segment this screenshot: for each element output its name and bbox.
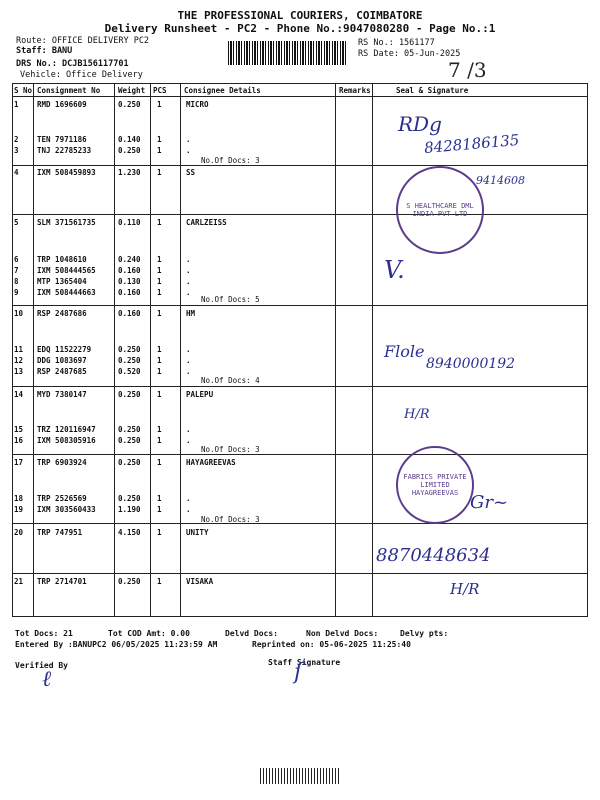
table-cell-details: . (186, 255, 191, 264)
table-cell-sno: 13 (14, 367, 24, 376)
table-cell-weight: 0.250 (118, 100, 141, 109)
table-cell-weight: 0.240 (118, 255, 141, 264)
table-cell-cons: MTP 1365404 (37, 277, 87, 286)
table-cell-sno: 16 (14, 436, 24, 445)
table-cell-sno: 9 (14, 288, 19, 297)
table-cell-sno: 1 (14, 100, 19, 109)
table-cell-sno: 14 (14, 390, 24, 399)
delivery-points: Delvy pts: (400, 629, 449, 638)
handwritten-signature: Flole (384, 342, 425, 361)
table-cell-details: . (186, 436, 191, 445)
handwritten-phone: 8870448634 (376, 545, 491, 566)
table-bottom-border (12, 616, 588, 617)
table-cell-pcs: 1 (157, 528, 162, 537)
company-stamp: S HEALTHCARE DML INDIA PVT LTD (396, 166, 484, 254)
table-cell-pcs: 1 (157, 218, 162, 227)
table-cell-cons: DDG 1083697 (37, 356, 87, 365)
staff-signature: Staff Signature (268, 658, 341, 667)
table-cell-details: . (186, 146, 191, 155)
handwritten-mark: H/R (404, 407, 430, 422)
table-cell-pcs: 1 (157, 356, 162, 365)
table-cell-weight: 0.160 (118, 266, 141, 275)
table-cell-weight: 0.250 (118, 458, 141, 467)
group-divider (12, 573, 588, 574)
table-cell-weight: 0.250 (118, 494, 141, 503)
table-cell-sno: 11 (14, 345, 24, 354)
handwritten-phone: 9414608 (476, 174, 525, 187)
col-divider (335, 83, 336, 616)
drs-number: DRS No.: DCJB156117701 (16, 59, 129, 69)
table-cell-pcs: 1 (157, 255, 162, 264)
table-cell-cons: TRP 6903924 (37, 458, 87, 467)
table-cell-pcs: 1 (157, 390, 162, 399)
table-cell-details: . (186, 288, 191, 297)
table-cell-details: MICRO (186, 100, 209, 109)
table-cell-pcs: 1 (157, 277, 162, 286)
table-cell-pcs: 1 (157, 345, 162, 354)
group-divider (12, 214, 588, 215)
col-divider (372, 83, 373, 616)
group-divider (12, 165, 588, 166)
table-cell-weight: 4.150 (118, 528, 141, 537)
table-cell-details: . (186, 367, 191, 376)
group-divider (12, 305, 588, 306)
table-cell-cons: IXM 508444663 (37, 288, 96, 297)
table-cell-sno: 4 (14, 168, 19, 177)
table-cell-sno: 12 (14, 356, 24, 365)
docs-count-note: No.Of Docs: 5 (201, 295, 260, 304)
table-cell-details: SS (186, 168, 196, 177)
table-cell-cons: TRZ 120116947 (37, 425, 96, 434)
table-cell-details: . (186, 266, 191, 275)
table-cell-pcs: 1 (157, 100, 162, 109)
table-cell-details: . (186, 277, 191, 286)
total-cod: Tot COD Amt: 0.00 (108, 629, 190, 638)
table-cell-sno: 10 (14, 309, 24, 318)
col-header-pcs: PCS (153, 86, 167, 95)
table-cell-details: . (186, 494, 191, 503)
table-cell-pcs: 1 (157, 425, 162, 434)
table-cell-cons: MYD 7380147 (37, 390, 87, 399)
col-divider (114, 83, 115, 616)
handwritten-mark: H/R (450, 580, 480, 598)
docs-count-note: No.Of Docs: 3 (201, 156, 260, 165)
table-cell-details: . (186, 425, 191, 434)
table-cell-cons: IXM 303560433 (37, 505, 96, 514)
table-cell-details: . (186, 345, 191, 354)
handwritten-signature: Gr~ (470, 492, 509, 513)
col-header-sno: S No (14, 86, 33, 95)
table-cell-pcs: 1 (157, 309, 162, 318)
table-cell-pcs: 1 (157, 288, 162, 297)
table-cell-pcs: 1 (157, 168, 162, 177)
col-header-remarks: Remarks (339, 86, 371, 95)
rs-date: RS Date: 05-Jun-2025 (358, 49, 461, 59)
table-cell-weight: 0.130 (118, 277, 141, 286)
table-cell-weight: 1.190 (118, 505, 141, 514)
table-cell-cons: TEN 7971186 (37, 135, 87, 144)
group-divider (12, 523, 588, 524)
table-cell-details: HM (186, 309, 196, 318)
table-cell-weight: 0.160 (118, 309, 141, 318)
route: Route: OFFICE DELIVERY PC2 (16, 36, 150, 46)
table-cell-details: UNITY (186, 528, 209, 537)
table-header-border (12, 96, 588, 97)
table-cell-weight: 0.250 (118, 425, 141, 434)
table-cell-weight: 0.110 (118, 218, 141, 227)
handwritten-page-count: 7 /3 (448, 58, 487, 82)
barcode (228, 41, 348, 65)
table-left-border (12, 83, 13, 617)
handwritten-signature: RDg (398, 112, 442, 136)
table-cell-sno: 20 (14, 528, 24, 537)
table-cell-sno: 6 (14, 255, 19, 264)
handwritten-phone: 8428186135 (423, 130, 521, 158)
table-cell-sno: 5 (14, 218, 19, 227)
table-cell-weight: 1.230 (118, 168, 141, 177)
table-cell-details: HAYAGREEVAS (186, 458, 236, 467)
entered-by: Entered By :BANUPC2 06/05/2025 11:23:59 AM (15, 640, 218, 649)
table-cell-pcs: 1 (157, 458, 162, 467)
staff-handwritten-signature: ſ (294, 660, 303, 685)
table-cell-sno: 18 (14, 494, 24, 503)
table-cell-cons: TRP 2526569 (37, 494, 87, 503)
table-cell-weight: 0.520 (118, 367, 141, 376)
table-cell-cons: TNJ 22785233 (37, 146, 92, 155)
table-cell-weight: 0.250 (118, 356, 141, 365)
table-cell-sno: 19 (14, 505, 24, 514)
table-cell-details: . (186, 356, 191, 365)
table-cell-sno: 15 (14, 425, 24, 434)
table-cell-sno: 21 (14, 577, 24, 586)
table-cell-cons: SLM 371561735 (37, 218, 96, 227)
table-cell-weight: 0.250 (118, 345, 141, 354)
table-cell-pcs: 1 (157, 135, 162, 144)
company-stamp: FABRICS PRIVATE LIMITED HAYAGREEVAS (396, 446, 474, 524)
col-header-seal: Seal & Signature (396, 86, 469, 95)
docs-count-note: No.Of Docs: 4 (201, 376, 260, 385)
table-cell-sno: 3 (14, 146, 19, 155)
table-cell-details: . (186, 135, 191, 144)
table-cell-pcs: 1 (157, 505, 162, 514)
table-cell-details: PALEPU (186, 390, 214, 399)
col-header-weight: Weight (118, 86, 146, 95)
table-cell-weight: 0.250 (118, 146, 141, 155)
table-cell-sno: 17 (14, 458, 24, 467)
table-cell-cons: TRP 2714701 (37, 577, 87, 586)
table-cell-pcs: 1 (157, 266, 162, 275)
group-divider (12, 454, 588, 455)
table-cell-cons: EDQ 11522279 (37, 345, 92, 354)
table-cell-sno: 7 (14, 266, 19, 275)
handwritten-signature: V. (384, 256, 405, 284)
table-cell-pcs: 1 (157, 494, 162, 503)
table-cell-weight: 0.140 (118, 135, 141, 144)
table-cell-cons: RSP 2487685 (37, 367, 87, 376)
company-name: THE PROFESSIONAL COURIERS, COIMBATORE (177, 9, 423, 22)
docs-count-note: No.Of Docs: 3 (201, 515, 260, 524)
table-cell-cons: RMD 1696609 (37, 100, 87, 109)
col-header-consignee: Consignee Details (184, 86, 261, 95)
table-cell-details: CARLZEISS (186, 218, 227, 227)
table-cell-weight: 0.250 (118, 390, 141, 399)
table-right-border (587, 83, 588, 617)
non-delivered-docs: Non Delvd Docs: (306, 629, 379, 638)
handwritten-phone: 8940000192 (426, 356, 516, 372)
table-cell-cons: TRP 747951 (37, 528, 83, 537)
table-cell-cons: IXM 508444565 (37, 266, 96, 275)
table-cell-details: VISAKA (186, 577, 214, 586)
col-divider (33, 83, 34, 616)
table-cell-cons: IXM 508459893 (37, 168, 96, 177)
vehicle: Vehicle: Office Delivery (20, 70, 143, 80)
col-divider (180, 83, 181, 616)
staff: Staff: BANU (16, 46, 73, 56)
reprinted-on: Reprinted on: 05-06-2025 11:25:40 (252, 640, 411, 649)
bottom-barcode (260, 768, 340, 784)
table-cell-weight: 0.250 (118, 577, 141, 586)
table-cell-sno: 8 (14, 277, 19, 286)
docs-count-note: No.Of Docs: 3 (201, 445, 260, 454)
verified-by: Verified By (15, 661, 68, 670)
table-cell-sno: 2 (14, 135, 19, 144)
table-cell-cons: IXM 508305916 (37, 436, 96, 445)
delivered-docs: Delvd Docs: (225, 629, 278, 638)
table-top-border (12, 83, 588, 84)
table-cell-weight: 0.160 (118, 288, 141, 297)
table-cell-pcs: 1 (157, 577, 162, 586)
col-header-consignment: Consignment No (37, 86, 101, 95)
table-cell-cons: TRP 1048610 (37, 255, 87, 264)
table-cell-pcs: 1 (157, 436, 162, 445)
runsheet-title: Delivery Runsheet - PC2 - Phone No.:9047080280 - Page No.:1 (104, 22, 496, 35)
verifier-signature: ℓ (42, 667, 52, 692)
group-divider (12, 386, 588, 387)
rs-number: RS No.: 1561177 (358, 38, 435, 48)
table-cell-pcs: 1 (157, 367, 162, 376)
table-cell-cons: RSP 2487686 (37, 309, 87, 318)
table-cell-pcs: 1 (157, 146, 162, 155)
table-cell-details: . (186, 505, 191, 514)
total-docs: Tot Docs: 21 (15, 629, 73, 638)
table-cell-weight: 0.250 (118, 436, 141, 445)
col-divider (150, 83, 151, 616)
